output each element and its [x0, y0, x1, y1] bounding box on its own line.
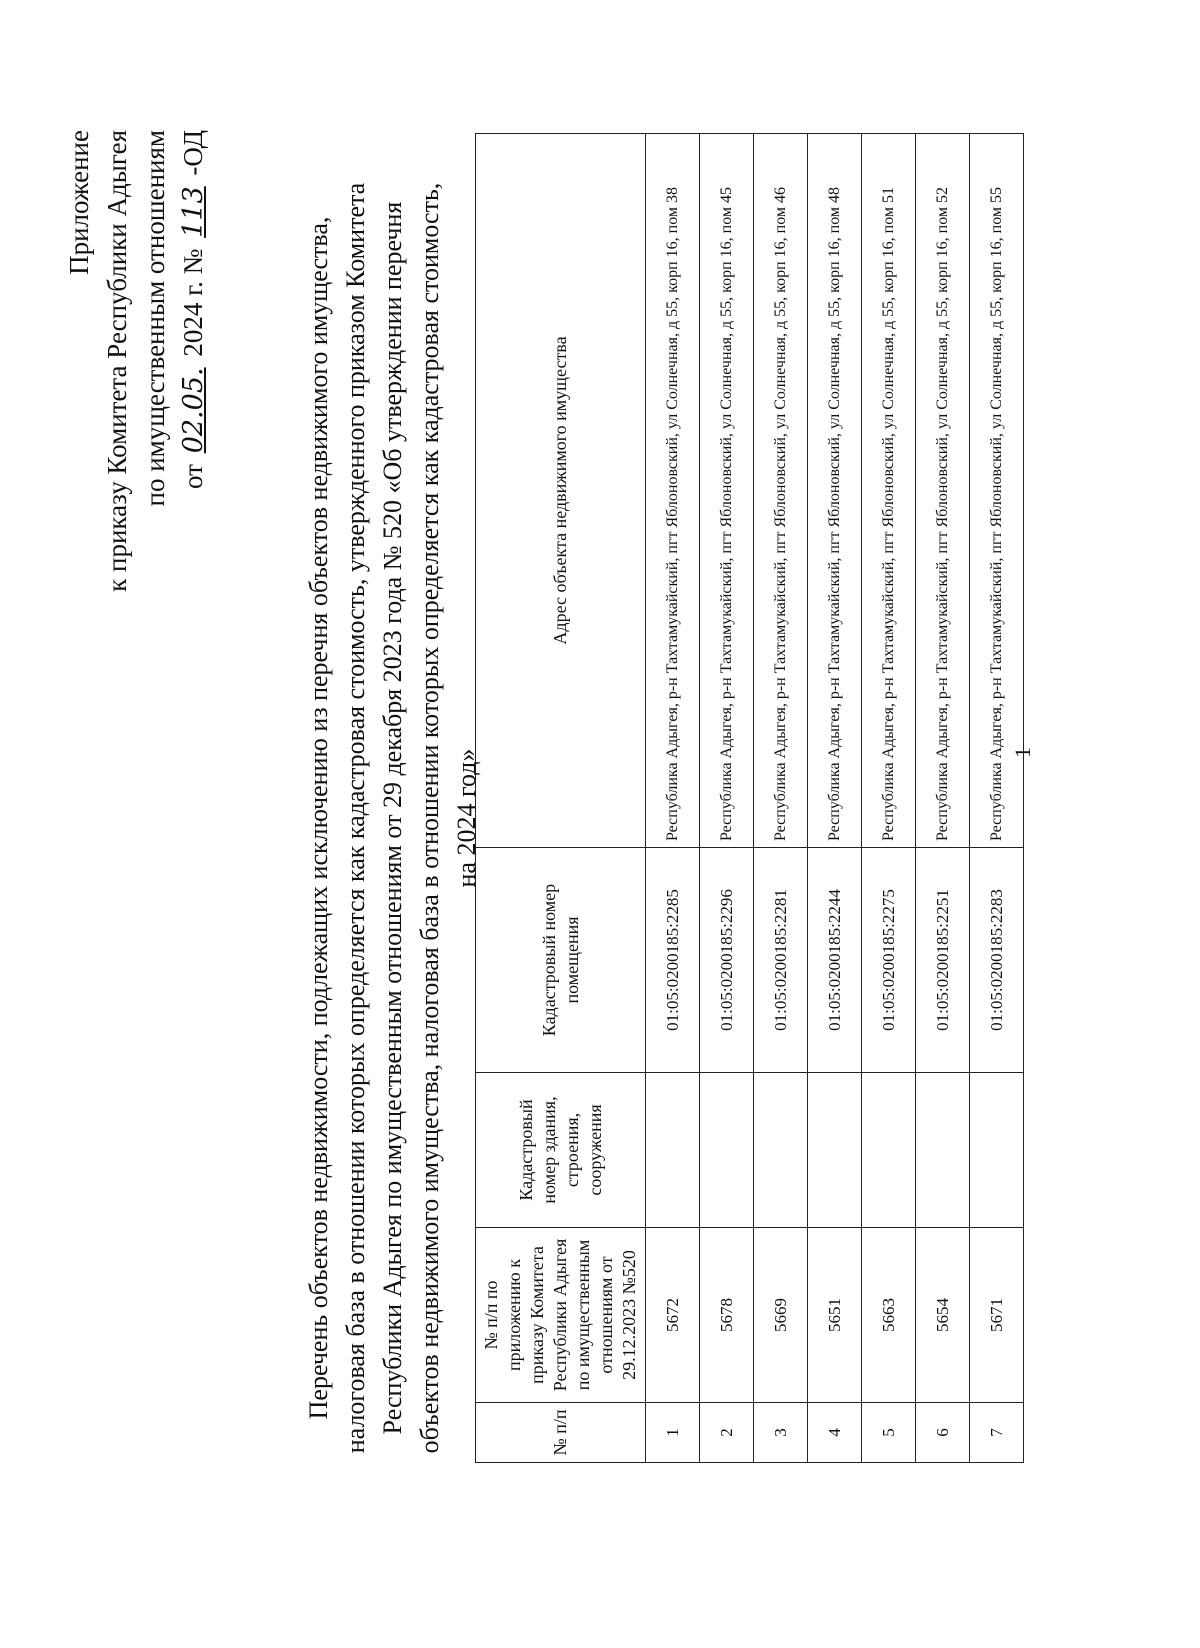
- handwritten-order-number: 113: [178, 186, 209, 238]
- page-number: 1: [1010, 747, 1035, 758]
- document-title: Перечень объектов недвижимости, подлежащих исключению из перечня объектов недвижимого имущества, налоговая база в отношении которых определяется как кадастровая стоимость, утвержденного приказом Комитета Республики Адыгея по имущественным отношениям от 29 декабря 2023 года № 520 «Об утверждении перечня объектов недвижимого имущества, налоговая база в отношении которых определяется как кадастровая стоимость, на 2024 год»: [304, 182, 481, 1454]
- building-cadastral-cell: [916, 1073, 970, 1228]
- header-date-line: [174, 130, 213, 690]
- table-row: [808, 134, 862, 1463]
- table-header-row: [476, 134, 646, 1463]
- room-cadastral-cell: 01:05:0200185:2281: [754, 848, 808, 1073]
- room-cadastral-cell: 01:05:0200185:2244: [808, 848, 862, 1073]
- header-line-order: к приказу Комитета Республики Адыгея: [102, 130, 132, 592]
- date-prefix: от: [178, 464, 208, 489]
- order-suffix: -ОД: [178, 130, 208, 176]
- document-header: [60, 130, 213, 690]
- row-number-cell: 6: [916, 1403, 970, 1463]
- room-cadastral-cell: 01:05:0200185:2296: [700, 848, 754, 1073]
- header-row-number: № п/п: [476, 1403, 646, 1463]
- header-room-cadastral: Кадастровый номер помещения: [476, 848, 646, 1073]
- address-cell: Республика Адыгея, р-н Тахтамукайский, пгт Яблоновский, ул Солнечная, д 55, корп 16, пом 46: [754, 134, 808, 848]
- table-row: [646, 134, 700, 1463]
- address-cell: Республика Адыгея, р-н Тахтамукайский, пгт Яблоновский, ул Солнечная, д 55, корп 16, пом 52: [916, 134, 970, 848]
- header-reference-number: № п/п по приложению к приказу Комитета Республики Адыгея по имущественным отношениям от 29.12.2023 №520: [476, 1228, 646, 1403]
- room-cadastral-cell: 01:05:0200185:2251: [916, 848, 970, 1073]
- table-row: [754, 134, 808, 1463]
- building-cadastral-cell: [808, 1073, 862, 1228]
- table-row: [862, 134, 916, 1463]
- reference-number-cell: 5663: [862, 1228, 916, 1403]
- address-cell: Республика Адыгея, р-н Тахтамукайский, пгт Яблоновский, ул Солнечная, д 55, корп 16, пом 51: [862, 134, 916, 848]
- room-cadastral-cell: 01:05:0200185:2285: [646, 848, 700, 1073]
- row-number-cell: 3: [754, 1403, 808, 1463]
- reference-number-cell: 5654: [916, 1228, 970, 1403]
- row-number-cell: 5: [862, 1403, 916, 1463]
- row-number-cell: 4: [808, 1403, 862, 1463]
- property-table: [475, 133, 1024, 1463]
- room-cadastral-cell: 01:05:0200185:2283: [970, 848, 1024, 1073]
- reference-number-cell: 5671: [970, 1228, 1024, 1403]
- header-building-cadastral: Кадастровый номер здания, строения, сооружения: [476, 1073, 646, 1228]
- address-cell: Республика Адыгея, р-н Тахтамукайский, пгт Яблоновский, ул Солнечная, д 55, корп 16, пом 48: [808, 134, 862, 848]
- table-row: [970, 134, 1024, 1463]
- row-number-cell: 2: [700, 1403, 754, 1463]
- building-cadastral-cell: [646, 1073, 700, 1228]
- header-line-appendix: Приложение: [64, 130, 94, 275]
- reference-number-cell: 5669: [754, 1228, 808, 1403]
- reference-number-cell: 5651: [808, 1228, 862, 1403]
- table-row: [700, 134, 754, 1463]
- handwritten-date: 02.05.: [178, 367, 209, 454]
- row-number-cell: 7: [970, 1403, 1024, 1463]
- reference-number-cell: 5678: [700, 1228, 754, 1403]
- table-row: [916, 134, 970, 1463]
- address-cell: Республика Адыгея, р-н Тахтамукайский, пгт Яблоновский, ул Солнечная, д 55, корп 16, пом 45: [700, 134, 754, 848]
- building-cadastral-cell: [862, 1073, 916, 1228]
- building-cadastral-cell: [754, 1073, 808, 1228]
- table-body: [646, 134, 1024, 1463]
- row-number-cell: 1: [646, 1403, 700, 1463]
- room-cadastral-cell: 01:05:0200185:2275: [862, 848, 916, 1073]
- building-cadastral-cell: [970, 1073, 1024, 1228]
- date-year: 2024 г. №: [178, 248, 208, 357]
- address-cell: Республика Адыгея, р-н Тахтамукайский, пгт Яблоновский, ул Солнечная, д 55, корп 16, пом 55: [970, 134, 1024, 848]
- building-cadastral-cell: [700, 1073, 754, 1228]
- address-cell: Республика Адыгея, р-н Тахтамукайский, пгт Яблоновский, ул Солнечная, д 55, корп 16, пом 38: [646, 134, 700, 848]
- header-address: Адрес объекта недвижимого имущества: [476, 134, 646, 848]
- reference-number-cell: 5672: [646, 1228, 700, 1403]
- header-line-committee: по имущественным отношениям: [140, 130, 170, 507]
